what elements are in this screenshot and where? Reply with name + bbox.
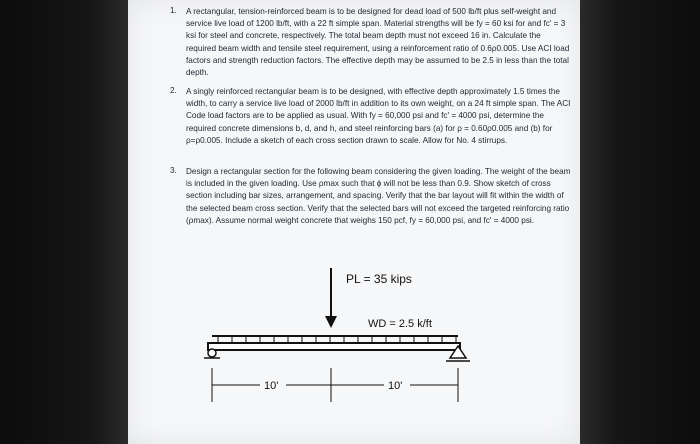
document-page bbox=[128, 0, 580, 444]
left-support-icon bbox=[208, 349, 216, 357]
problem-3-number: 3. bbox=[170, 166, 177, 175]
beam bbox=[208, 343, 460, 350]
background-right bbox=[580, 0, 700, 444]
span-right-label: 10' bbox=[388, 380, 403, 392]
beam-diagram bbox=[128, 0, 580, 444]
problem-2-text: A singly reinforced rectangular beam is to be designed, with effective depth approximately 1.5 times the width, to carry a service live load of 2000 lb/ft in addition to its own weight, on a 24 ft simple span. The ACI Code load factors are to be applied as usual. With fy = 60,000 psi and fc' = 4000 psi, determine the required concrete dimensions b, d, and h, and steel reinforcing bars (a) for ρ = 0.60ρ0.005 and (b) for ρ=ρ0.005. Include a sketch of each cross section drawn to scale. Allow for No. 4 stirrups. bbox=[186, 87, 571, 145]
point-load-label: PL = 35 kips bbox=[346, 272, 412, 286]
distributed-load-arrows bbox=[218, 336, 456, 343]
problem-2-number: 2. bbox=[170, 86, 177, 95]
point-load-arrowhead bbox=[325, 316, 337, 328]
span-left-label: 10' bbox=[264, 380, 279, 392]
background-left bbox=[0, 0, 128, 444]
distributed-load-label: WD = 2.5 k/ft bbox=[368, 318, 432, 330]
problem-1-number: 1. bbox=[170, 6, 177, 15]
problem-1-text: A rectangular, tension-reinforced beam is to be designed for dead load of 500 lb/ft plus self-weight and service live load of 1200 lb/ft, with a 22 ft simple span. Material strengths will be fy = 60 ksi for and fc' = 3 ksi for steel and concrete, respectively. The total beam depth must not exceed 16 in. Calculate the required beam width and tensile steel requirement, using a reinforcement ratio of 0.6ρ0.005. Use ACI load factors and strength reduction factors. The effective depth may be assumed to be 2.5 in less than the total depth. bbox=[186, 7, 570, 78]
problem-3-text: Design a rectangular section for the following beam considering the given loading. The weight of the beam is included in the given loading. Use ρmax such that ϕ will not be less than 0.9. Show sketch of cross section including bar sizes, arrangement, and spacing. Verify that the bar layout will fit within the width of the selected beam cross section. Verify that the selected bars will not exceed the targeted reinforcing ratio (ρmax). Assume normal weight concrete that weighs 150 pcf, fy = 60,000 psi, and fc' = 4000 psi. bbox=[186, 167, 571, 225]
